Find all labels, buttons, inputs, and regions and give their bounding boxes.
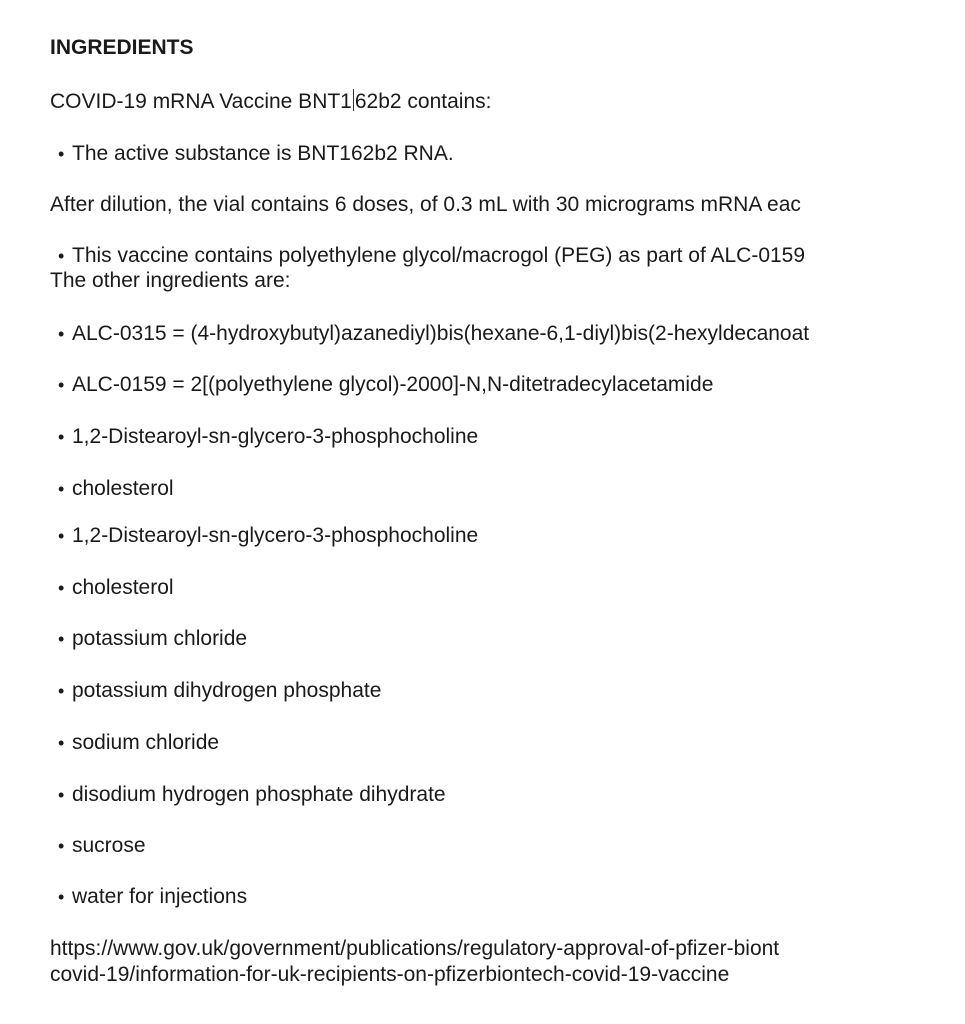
bullet-icon: • [58,836,65,856]
ingredient-item [58,730,899,756]
ingredient-item [58,424,899,450]
ingredient-item [58,321,899,347]
ingredient-item [58,523,899,549]
ingredient-item [58,626,899,652]
ingredient-item [58,782,899,808]
ingredient-item [58,678,899,704]
bullet-icon: • [58,144,65,164]
bullet-icon: • [58,526,65,546]
ingredient-text: cholesterol [72,576,174,599]
other-ingredients-label: The other ingredients are: [50,269,291,292]
active-substance-text: The active substance is BNT162b2 RNA. [72,142,454,165]
bullet-icon: • [58,246,65,266]
document-heading: INGREDIENTS [50,36,194,59]
source-url-line-1[interactable]: https://www.gov.uk/government/publications/regulatory-approval-of-pfizer-biont [50,937,780,960]
bullet-icon: • [58,375,65,395]
ingredient-item [58,372,899,398]
bullet-icon: • [58,785,65,805]
intro-text-part2: 62b2 contains: [354,90,492,113]
bullet-icon: • [58,887,65,907]
ingredient-item [58,476,899,502]
peg-note-item [58,243,899,269]
ingredient-item [58,884,899,910]
ingredient-text: sucrose [72,834,146,857]
bullet-icon: • [58,733,65,753]
intro-line [50,89,899,115]
ingredient-text: 1,2-Distearoyl-sn-glycero-3-phosphocholine [72,425,479,448]
bullet-icon: • [58,479,65,499]
ingredient-text: sodium chloride [72,731,220,754]
text-cursor [353,89,354,111]
bullet-icon: • [58,629,65,649]
bullet-icon: • [58,324,65,344]
ingredient-text: potassium dihydrogen phosphate [72,679,382,702]
ingredient-text: 1,2-Distearoyl-sn-glycero-3-phosphocholine [72,524,479,547]
bullet-icon: • [58,427,65,447]
peg-note-text: This vaccine contains polyethylene glycol/macrogol (PEG) as part of ALC-0159 [72,244,806,267]
ingredient-text: ALC-0159 = 2[(polyethylene glycol)-2000]-N,N-ditetradecylacetamide [72,373,714,396]
ingredient-item [58,833,899,859]
ingredient-item [58,575,899,601]
ingredient-text: potassium chloride [72,627,248,650]
ingredient-text: cholesterol [72,477,174,500]
intro-text-part1: COVID-19 mRNA Vaccine BNT1 [50,90,352,113]
source-url-line-2[interactable]: covid-19/information-for-uk-recipients-on-pfizerbiontech-covid-19-vaccine [50,963,730,986]
dilution-line: After dilution, the vial contains 6 doses, of 0.3 mL with 30 micrograms mRNA eac [50,193,801,216]
bullet-icon: • [58,578,65,598]
ingredient-text: disodium hydrogen phosphate dihydrate [72,783,446,806]
ingredient-text: ALC-0315 = (4-hydroxybutyl)azanediyl)bis(hexane-6,1-diyl)bis(2-hexyldecanoat [72,322,810,345]
bullet-icon: • [58,681,65,701]
ingredient-text: water for injections [72,885,248,908]
active-substance-item [58,141,899,167]
